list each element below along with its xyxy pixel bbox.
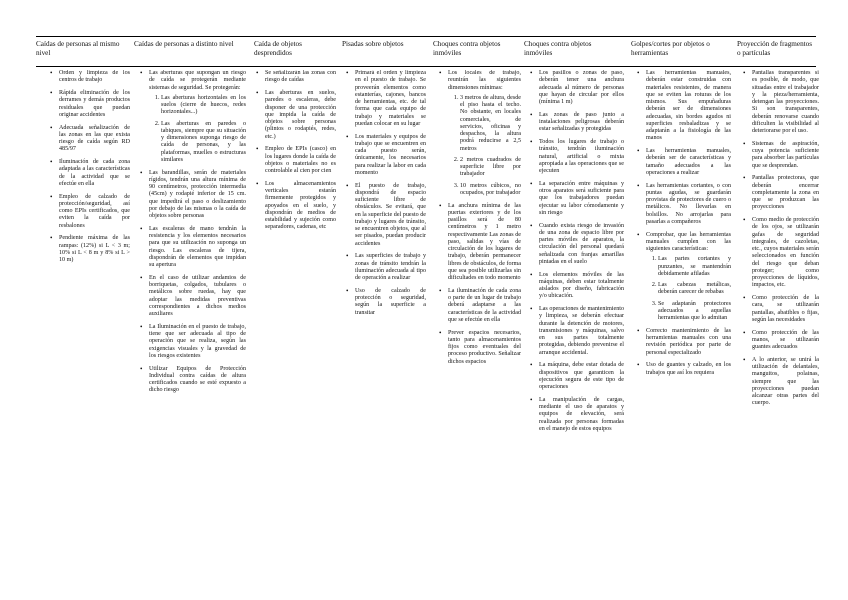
column-header-3: Caída de objetos desprendidos [254, 40, 302, 57]
column-header-8: Proyección de fragmentos o partículas [737, 40, 813, 57]
list-item: • La anchura mínima de las puertas exteriores y de los pasillos será de 80 centímetros y 1 metro respectivamente Las zonas de paso, salidas y vías de circulación de los lugares de trabajo, deberán permanecer libres de obstáculos, de forma que sea posible utilizarlas sin dificultades en todo momento [439, 203, 521, 283]
list-item: • Las aberturas en suelos, paredes o escaleras, debe disponer de una protección que impida la caída de objetos sobre personas (plintos o rodapiés, redes, etc.) [256, 90, 336, 141]
sub-list-item: 2. Las cabezas metálicas, deberán carecer de rebabas [658, 282, 731, 297]
column-header-4: Pisadas sobre objetos [342, 40, 404, 48]
list-item: • Las herramientas cortantes, o con puntas agudas, se guardarán provistas de protectores de cuero o metálicos. No llevarlas en bolsillos. No arrojarlas para pasarlas a compañeros [637, 183, 731, 227]
sub-list-item: 1. Las aberturas horizontales en los suelos (cierre de huecos, redes horizontales...) [161, 95, 246, 117]
list-item: • Empleo de EPIs (casco) en los lugares donde la caída de objetos o materiales no es controlable al cien por cien [256, 146, 336, 175]
list-item: • Como protección de la cara, se utilizarán pantallas, abatibles o fijas, según las necesidades [743, 295, 819, 324]
list-item: • Se señalizarán las zonas con riesgo de caídas [256, 70, 336, 85]
list-item: • Cuando exista riesgo de invasión de una zona de espacio libre por partes móviles de aparatos, la circulación del personal quedará señalizada con franjas amarillas pintadas en el suelo [530, 223, 624, 267]
list-item: • Empleo de calzado de protección/seguridad, así como EPIs certificados, que eviten la caída por resbalones [50, 194, 130, 230]
list-item: • Los materiales y equipos de trabajo que se encuentren en cada puesto serán, únicamente, los necesarios para realizar la labor en cada momento [346, 134, 426, 178]
list-item: • Pantallas protectoras, que deberán encerrar completamente la zona en que se produzcan las proyecciones [743, 175, 819, 211]
column-5 [439, 70, 521, 598]
list-item: • Rápida eliminación de los derrames y demás productos residuales que puedan originar accidentes [50, 90, 130, 119]
column-header-5: Choques contra objetos inmóviles [433, 40, 501, 57]
sub-list-item: 3. Se adaptarán protectores adecuados a aquellas herramientas que lo admitan [658, 301, 731, 323]
column-header-7: Golpes/cortes por objetos o herramientas [631, 40, 710, 57]
list-item: • En el caso de utilizar andamios de borriquetas, colgados, tubulares o metálicos sobre ruedas, hay que adoptar las medidas preventivas correspondientes a dichos medios auxiliares [140, 275, 246, 319]
column-8 [743, 70, 819, 598]
table-top-rule [36, 36, 816, 37]
list-item: • Uso de calzado de protección o seguridad, según la superficie a transitar [346, 288, 426, 317]
list-item: • Uso de guantes y calzado, en los trabajos que así los requiera [637, 362, 731, 377]
list-item-text: Las aberturas que supongan un riesgo de caída se protegerán mediante sistemas de seguridad. Se protegerán: [149, 70, 246, 91]
list-item: • Las zonas de paso junto a instalaciones peligrosas deberán estar señalizadas y protegidas [530, 112, 624, 134]
column-header-6: Choques contra objetos inmóviles [524, 40, 592, 57]
list-item: • Las barandillas, serán de materiales rígidos, tendrán una altura mínima de 90 centímetros, protección intermedia (45cm) y rodapié inferior de 15 cm. que impedirá el paso o deslizamiento por debajo de las mismas o la caída de objetos sobre personas [140, 170, 246, 221]
list-item: • Las herramientas manuales, deberán estar construidas con materiales resistentes, de manera que se eviten las roturas de los mismos. Sus empuñaduras deberán ser de dimensiones adecuadas, sin bordes agudos ni superficies resbaladizas y se adaptarán a la fisiología de las manos [637, 70, 731, 143]
list-item: • Los almacenamientos verticales estarán firmemente protegidos y apoyados en el suelo, y dispondrán de medios de estabilidad y sujeción como separadores, cadenas, etc [256, 181, 336, 232]
list-item: • Correcto mantenimiento de las herramientas manuales con una revisión periódica por parte de personal especializado [637, 328, 731, 357]
list-item: • Los elementos móviles de las máquinas, deben estar totalmente aislados por diseño, fabricación y/o ubicación. [530, 272, 624, 301]
column-2 [140, 70, 246, 598]
list-item: • El puesto de trabajo, dispondrá de espacio suficiente libre de obstáculos. Se evitará, que en la superficie del puesto de trabajo y lugares de tránsito, se encuentren objetos, que al ser pisados, puedan producir accidentes [346, 183, 426, 248]
list-item: • Iluminación de cada zona adaptada a las características de la actividad que se efectúe en ella [50, 159, 130, 188]
list-item-text: Comprobar, que las herramientas manuales cumplen con las siguientes características: [646, 231, 731, 252]
list-item: • Sistemas de aspiración, cuya potencia suficiente para absorber las partículas que se desprendan. [743, 141, 819, 170]
column-7 [637, 70, 731, 598]
list-item: • Los pasillos o zonas de paso, deberán tener una anchura adecuada al número de personas que hayan de circular por ellos (mínima 1 m) [530, 70, 624, 106]
list-item: • Pendiente máxima de las rampas: (12%) si L < 3 m; 10% si L < 8 m y 8% si L > 10 m) [50, 235, 130, 264]
sub-list-item: 3. 10 metros cúbicos, no ocupados, por trabajador [460, 183, 521, 198]
column-header-1: Caídas de personas al mismo nivel [36, 40, 120, 57]
list-item: • Las operaciones de mantenimiento y limpieza, se deberán efectuar durante la detención de motores, transmisiones y máquinas, salvo en sus partes totalmente protegidas, debiendo prevenirse el arranque accidental. [530, 306, 624, 357]
list-item: • Prever espacios necesarios, tanto para almacenamientos fijos como eventuales del proceso productivo. Señalizar dichos espacios [439, 330, 521, 366]
list-item: • Todos los lugares de trabajo o tránsito, tendrán iluminación natural, artificial o mixta apropiada a las operaciones que se ejecuten [530, 139, 624, 175]
sub-list-item: 2. 2 metros cuadrados de superficie libre por trabajador [460, 157, 521, 179]
column-3 [256, 70, 336, 598]
list-item: • La Iluminación en el puesto de trabajo, tiene que ser adecuada al tipo de operación que se realiza, según las exigencias visuales y la gravedad de los riesgos existentes [140, 324, 246, 360]
list-item [637, 232, 731, 323]
column-1 [50, 70, 130, 598]
list-item: • La iluminación de cada zona o parte de un lugar de trabajo deberá adaptarse a las características de la actividad que se efectúe en ella [439, 288, 521, 324]
sub-list-item: 2. Las aberturas en paredes o tabiques, siempre que su situación y dimensiones suponga riesgo de caída de personas, y las plataformas, muelles o estructuras similares [161, 121, 246, 165]
list-item: • Utilizar Equipos de Protección Individual contra caídas de altura certificados cuando se esté expuesto a dicho riesgo [140, 366, 246, 395]
sub-list-item: 1. 3 metros de altura, desde el piso hasta el techo. No obstante, en locales comerciales, de servicios, oficinas y despachos, la altura podrá reducirse a 2,5 metros [460, 95, 521, 153]
list-item: • Adecuada señalización de las zonas en las que exista riesgo de caída según RD 485/97 [50, 125, 130, 154]
column-4 [346, 70, 426, 598]
column-6 [530, 70, 624, 598]
list-item: • Las escaleras de mano tendrán la resistencia y los elementos necesarios para que su utilización no suponga un riesgo. Las escaleras de tijera, dispondrán de elementos que impidan su apertura [140, 226, 246, 270]
list-item: • Las herramientas manuales, deberán ser de características y tamaño adecuados a las operaciones a realizar [637, 148, 731, 177]
list-item [439, 70, 521, 197]
list-item: • La separación entre máquinas y otros aparatos será suficiente para que los trabajadores puedan ejecutar su labor cómodamente y sin riesgo [530, 181, 624, 217]
list-item: • Como medio de protección de los ojos, se utilizarán gafas de seguridad integrales, de cazoletas, etc., cuyos materiales serán seleccionados en función del riesgo que deban proteger; como proyecciones de líquidos, impactos, etc. [743, 217, 819, 290]
column-header-2: Caídas de personas a distinto nivel [134, 40, 234, 48]
list-item: • Primará el orden y limpieza en el puesto de trabajo. Se proveerán elementos como estanterías, cajones, bancos de herramientas, etc. de tal forma que cada equipo de trabajo y materiales se puedan colocar en su lugar [346, 70, 426, 128]
list-item-text: Los locales de trabajo, reunirán las siguientes dimensiones mínimas: [448, 70, 521, 91]
list-item: • La máquina, debe estar dotada de dispositivos que garanticen la ejecución segura de este tipo de operaciones [530, 362, 624, 391]
sub-list-item: 1. Las partes cortantes y punzantes, se mantendrán debidamente afiladas [658, 256, 731, 278]
list-item: • Pantallas transparentes si es posible, de modo, que situadas entre el trabajador y la pieza/herramienta, detengan las proyecciones. Si son transparentes, deberán renovarse cuando dificulten la visibilidad al deteriorarse por el uso. [743, 70, 819, 135]
list-item [140, 70, 246, 164]
list-item: • Las superficies de trabajo y zonas de tránsito tendrán la iluminación adecuada al tipo de operación a realizar [346, 253, 426, 282]
table-header-rule [36, 66, 816, 67]
list-item: • Como protección de las manos, se utilizarán guantes adecuados [743, 330, 819, 352]
list-item: • A lo anterior, se unirá la utilización de delantales, manguitos, polainas, siempre que las proyecciones puedan alcanzar otras partes del cuerpo. [743, 357, 819, 408]
list-item: • Orden y limpieza de los centros de trabajo [50, 70, 130, 85]
list-item: • La manipulación de cargas, mediante el uso de aparatos y equipos de elevación, será realizada por personas formadas en el manejo de estos equipos [530, 397, 624, 433]
